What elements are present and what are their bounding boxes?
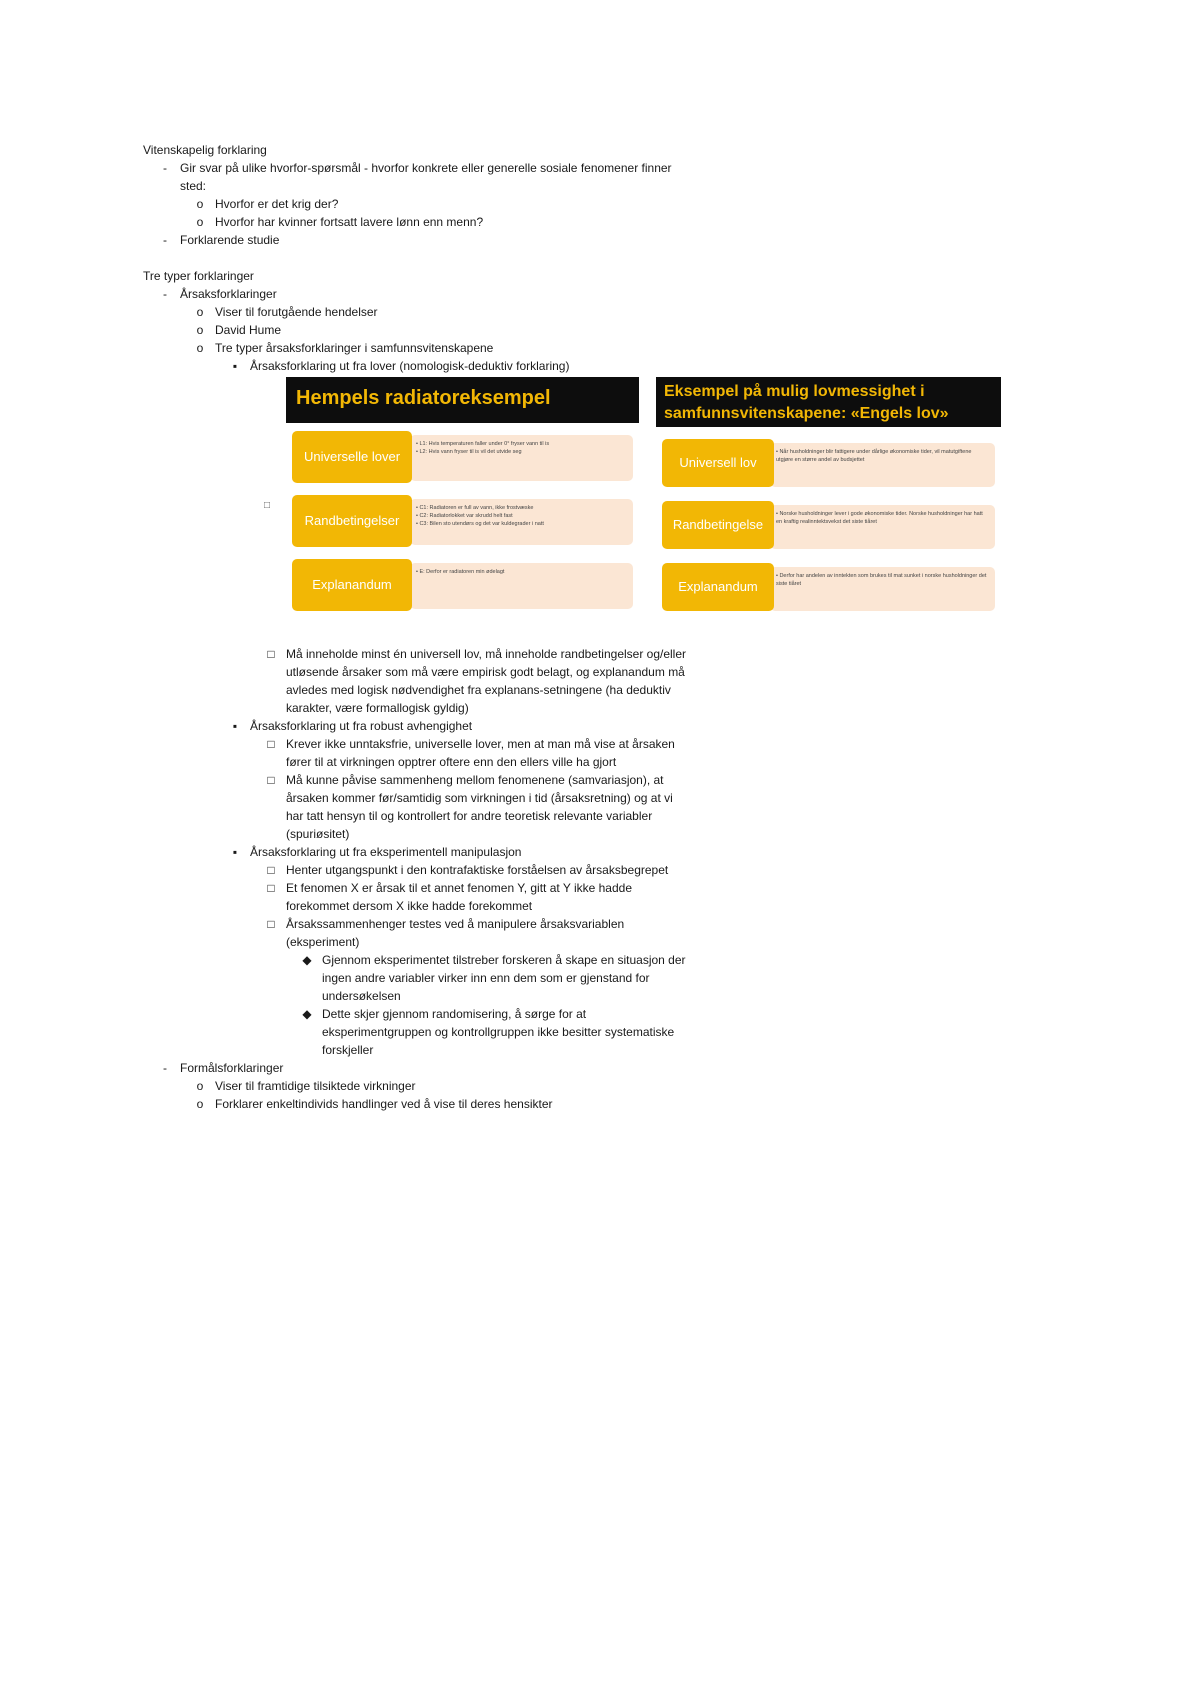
list-item-continuation: forskjeller (322, 1043, 374, 1057)
list-item-continuation: (eksperiment) (286, 935, 360, 949)
list-item: - Årsaksforklaringer (143, 285, 1043, 303)
slide-row-text: • C1: Radiatoren er full av vann, ikke frostvæske • C2: Radiatorlokket var skrudd helt fast • C3: Bilen sto utendørs og det var kuldegrader i natt (410, 499, 633, 545)
checkbox-bullet: □ (267, 863, 275, 877)
list-item: o David Hume (143, 321, 1043, 339)
dash-bullet: - (163, 1061, 167, 1075)
slide-row-text: • Norske husholdninger lever i gode økonomiske tider. Norske husholdninger har hatt en kraftig realinntektsvekst det siste tiåret (770, 505, 995, 549)
list-item: - Forklarende studie (143, 231, 1043, 249)
list-item: □ Må kunne påvise sammenheng mellom fenomenene (samvariasjon), at (143, 771, 1043, 789)
slide-row-label: Explanandum (292, 559, 412, 611)
circle-bullet: o (196, 1097, 204, 1111)
document-body (143, 141, 1043, 1113)
circle-bullet: o (196, 215, 204, 229)
circle-bullet: o (196, 1079, 204, 1093)
slide-engels-lov (656, 377, 1001, 627)
list-item-continuation: karakter, være formallogisk gyldig) (286, 701, 469, 715)
list-item-continuation: undersøkelsen (322, 989, 401, 1003)
list-item: ◆ Dette skjer gjennom randomisering, å sørge for at (143, 1005, 1043, 1023)
slide-row-text: • Derfor har andelen av inntekten som brukes til mat sunket i norske husholdninger det siste tiåret (770, 567, 995, 611)
slide-row-label: Universelle lover (292, 431, 412, 483)
circle-bullet: o (196, 197, 204, 211)
heading-tre-typer: Tre typer forklaringer (143, 269, 254, 283)
slide-row (662, 439, 995, 491)
dash-bullet: - (163, 161, 167, 175)
list-item: o Forklarer enkeltindivids handlinger ved å vise til deres hensikter (143, 1095, 1043, 1113)
heading-vitenskapelig-forklaring: Vitenskapelig forklaring (143, 143, 267, 157)
list-item: □ Årsakssammenhenger testes ved å manipulere årsaksvariablen (143, 915, 1043, 933)
slide-hempel (286, 377, 639, 637)
slide-row (292, 431, 633, 483)
list-item: □ Et fenomen X er årsak til et annet fenomen Y, gitt at Y ikke hadde (143, 879, 1043, 897)
list-item-continuation: ingen andre variabler virker inn enn dem som er gjenstand for (322, 971, 650, 985)
slide-row-label: Randbetingelser (292, 495, 412, 547)
slide-row (292, 559, 633, 611)
list-item: o Viser til framtidige tilsiktede virkninger (143, 1077, 1043, 1095)
slide-title: Eksempel på mulig lovmessighet i samfunnsvitenskapene: «Engels lov» (656, 377, 1001, 427)
list-item-continuation: årsaken kommer før/samtidig som virkningen i tid (årsaksretning) og at vi (286, 791, 673, 805)
checkbox-bullet: □ (264, 500, 271, 511)
list-item: o Hvorfor er det krig der? (143, 195, 1043, 213)
list-item: □ Krever ikke unntaksfrie, universelle lover, men at man må vise at årsaken (143, 735, 1043, 753)
list-item-continuation: fører til at virkningen opptrer oftere enn den ellers ville ha gjort (286, 755, 617, 769)
circle-bullet: o (196, 305, 204, 319)
list-item: o Tre typer årsaksforklaringer i samfunnsvitenskapene (143, 339, 1043, 357)
dash-bullet: - (163, 233, 167, 247)
list-item-continuation: (spuriøsitet) (286, 827, 350, 841)
list-item-continuation: utløsende årsaker som må være empirisk godt belagt, og explanandum må (286, 665, 685, 679)
dash-bullet: - (163, 287, 167, 301)
slide-row-text: • L1: Hvis temperaturen faller under 0° fryser vann til is • L2: Hvis vann fryser til is vil det utvide seg (410, 435, 633, 481)
slide-row (292, 495, 633, 547)
list-item-continuation: eksperimentgruppen og kontrollgruppen ikke besitter systematiske (322, 1025, 675, 1039)
list-item: - Formålsforklaringer (143, 1059, 1043, 1077)
list-item: o Viser til forutgående hendelser (143, 303, 1043, 321)
circle-bullet: o (196, 341, 204, 355)
checkbox-bullet: □ (267, 647, 275, 661)
circle-bullet: o (196, 323, 204, 337)
list-item-continuation: avledes med logisk nødvendighet fra explanans-setningene (ha deduktiv (286, 683, 671, 697)
checkbox-bullet: □ (267, 773, 275, 787)
slide-row-label: Explanandum (662, 563, 774, 611)
checkbox-bullet: □ (267, 737, 275, 751)
slide-row-text: • Når husholdninger blir fattigere under dårlige økonomiske tider, vil matutgiftene utgjøre en større andel av budsjettet (770, 443, 995, 487)
slide-row-label: Universell lov (662, 439, 774, 487)
diamond-bullet: ◆ (302, 1007, 312, 1021)
embedded-slides (143, 377, 1043, 641)
list-item: o Hvorfor har kvinner fortsatt lavere lønn enn menn? (143, 213, 1043, 231)
slide-row (662, 501, 995, 553)
checkbox-bullet: □ (267, 917, 275, 931)
slide-title: Hempels radiatoreksempel (286, 377, 639, 423)
list-item: ▪ Årsaksforklaring ut fra eksperimentell manipulasjon (143, 843, 1043, 861)
list-item: ◆ Gjennom eksperimentet tilstreber forskeren å skape en situasjon der (143, 951, 1043, 969)
diamond-bullet: ◆ (302, 953, 312, 967)
square-bullet: ▪ (232, 845, 238, 859)
list-item-continuation: forekommet dersom X ikke hadde forekommet (286, 899, 533, 913)
list-item: - Gir svar på ulike hvorfor-spørsmål - hvorfor konkrete eller generelle sosiale fenomener finner (143, 159, 1043, 177)
list-item: ▪ Årsaksforklaring ut fra lover (nomologisk-deduktiv forklaring) (143, 357, 1043, 375)
list-item: □ Må inneholde minst én universell lov, må inneholde randbetingelser og/eller (143, 645, 1043, 663)
list-item: ▪ Årsaksforklaring ut fra robust avhengighet (143, 717, 1043, 735)
square-bullet: ▪ (232, 359, 238, 373)
square-bullet: ▪ (232, 719, 238, 733)
checkbox-bullet: □ (267, 881, 275, 895)
list-item-continuation: sted: (180, 179, 207, 193)
slide-row-label: Randbetingelse (662, 501, 774, 549)
list-item: □ Henter utgangspunkt i den kontrafaktiske forståelsen av årsaksbegrepet (143, 861, 1043, 879)
list-item-continuation: har tatt hensyn til og kontrollert for andre teoretisk relevante variabler (286, 809, 653, 823)
slide-row (662, 563, 995, 615)
slide-row-text: • E: Derfor er radiatoren min ødelagt (410, 563, 633, 609)
